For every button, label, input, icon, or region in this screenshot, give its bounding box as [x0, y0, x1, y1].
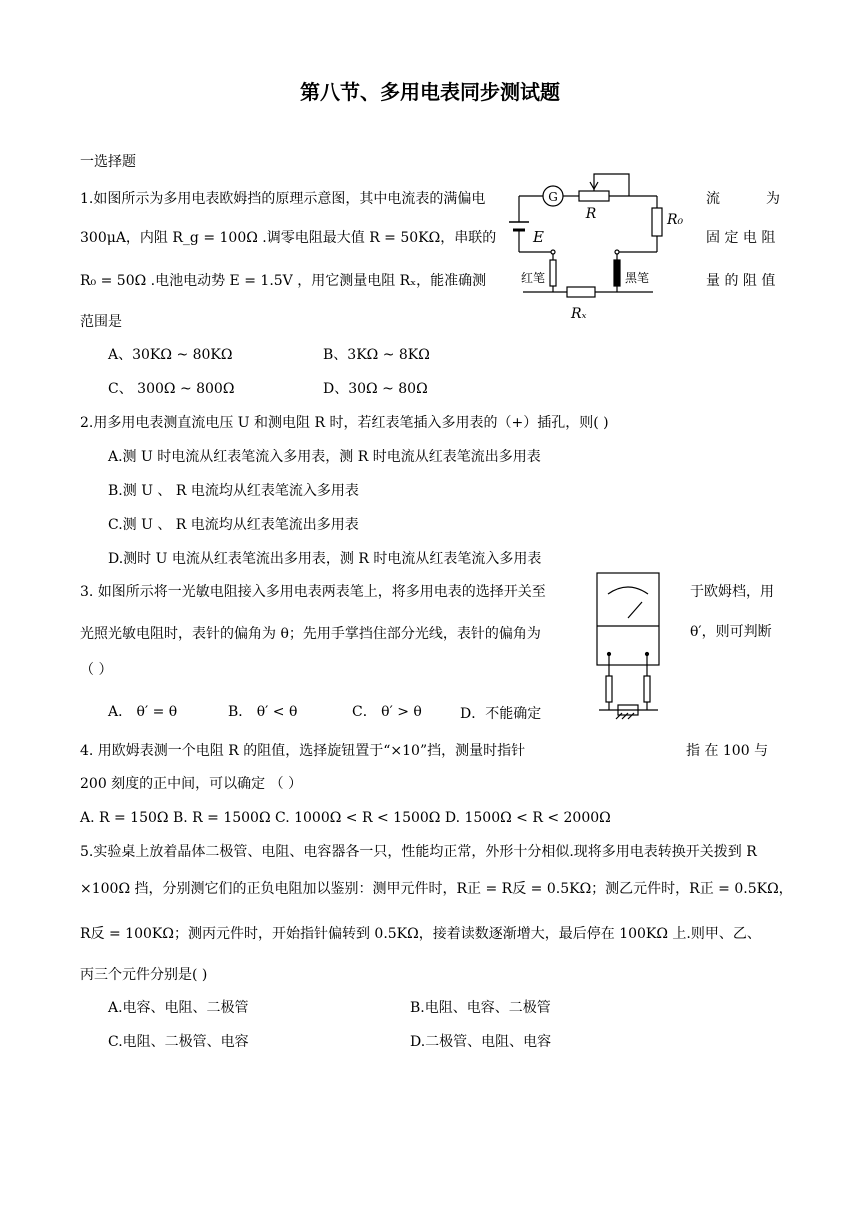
q5-line-4: 丙三个元件分别是( ) [80, 967, 208, 983]
q1-right-2: 固 定 电 阻 [706, 230, 776, 246]
battery-e-label: E [533, 228, 544, 246]
meter-photoresistor-diagram [596, 572, 666, 722]
q5-line-1: 5.实验桌上放着晶体二极管、电阻、电容器各一只，性能均正常，外形十分相似.现将多用电表转换开关拨到 R [80, 844, 757, 860]
q3-right-1: 于欧姆档，用 [690, 584, 774, 600]
resistor-r0-label: R₀ [667, 212, 684, 228]
q3-right-2: θ′，则可判断 [690, 624, 772, 640]
q1-right-1a: 流 [706, 191, 720, 207]
q1-line-1: 1.如图所示为多用电表欧姆挡的原理示意图，其中电流表的满偏电 [80, 191, 486, 207]
q2-option-c: C.测 U 、 R 电流均从红表笔流出多用表 [108, 517, 359, 533]
q3-option-a: A． θ′ = θ [108, 704, 178, 720]
q5-line-2: ×100Ω 挡，分别测它们的正负电阻加以鉴别：测甲元件时，R正 = R反 = 0.5KΩ；测乙元件时，R正 = 0.5KΩ， [80, 881, 793, 897]
q4-line-2: 200 刻度的正中间，可以确定 （ ） [80, 776, 303, 792]
q1-line-4: 范围是 [80, 314, 122, 330]
galvanometer-label: G [548, 190, 558, 204]
q1-option-a: A、30KΩ ~ 80KΩ [108, 347, 233, 363]
q5-option-b: B.电阻、电容、二极管 [410, 1000, 551, 1016]
section-heading: 一选择题 [80, 154, 136, 170]
q3-line-1: 3. 如图所示将一光敏电阻接入多用电表两表笔上，将多用电表的选择开关至 [80, 584, 546, 600]
q3-line-2: 光照光敏电阻时，表针的偏角为 θ；先用手掌挡住部分光线，表针的偏角为 [80, 626, 541, 642]
q3-option-d: D．不能确定 [460, 706, 542, 722]
q3-option-b: B． θ′ < θ [228, 704, 298, 720]
q1-option-d: D、30Ω ~ 80Ω [323, 381, 428, 397]
q1-line-3: R₀ = 50Ω .电池电动势 E = 1.5V ，用它测量电阻 Rₓ，能准确测 [80, 273, 487, 289]
ohmmeter-circuit-diagram [505, 160, 684, 330]
q2-option-a: A.测 U 时电流从红表笔流入多用表，测 R 时电流从红表笔流出多用表 [108, 449, 541, 465]
q2-option-d: D.测时 U 电流从红表笔流出多用表，测 R 时电流从红表笔流入多用表 [108, 551, 542, 567]
q1-right-1b: 为 [766, 191, 780, 207]
q5-option-d: D.二极管、电阻、电容 [410, 1034, 552, 1050]
page-title: 第八节、多用电表同步测试题 [300, 80, 560, 104]
q1-right-3: 量 的 阻 值 [706, 273, 776, 289]
resistor-rx-label: Rₓ [571, 306, 587, 322]
resistor-r-label: R [585, 206, 597, 222]
q5-option-a: A.电容、电阻、二极管 [108, 1000, 249, 1016]
q1-line-2: 300μA，内阻 R_g = 100Ω .调零电阻最大值 R = 50KΩ，串联的 [80, 230, 497, 246]
q2-option-b: B.测 U 、 R 电流均从红表笔流入多用表 [108, 483, 359, 499]
q1-option-c: C、 300Ω ~ 800Ω [108, 381, 235, 397]
q5-line-3: R反 = 100KΩ；测丙元件时，开始指针偏转到 0.5KΩ，接着读数逐渐增大，最后停在 100KΩ 上.则甲、乙、 [80, 926, 761, 942]
q4-right-1: 指 在 100 与 [686, 743, 769, 759]
q2-stem: 2.用多用电表测直流电压 U 和测电阻 R 时，若红表笔插入多用表的（+）插孔，则( ) [80, 415, 609, 431]
q5-option-c: C.电阻、二极管、电容 [108, 1034, 249, 1050]
q1-option-b: B、3KΩ ~ 8KΩ [323, 347, 430, 363]
q3-option-c: C． θ′ > θ [352, 704, 422, 720]
red-probe-label: 红笔 [521, 271, 546, 285]
q4-options: A. R = 150Ω B. R = 1500Ω C. 1000Ω < R < 1500Ω D. 1500Ω < R < 2000Ω [80, 810, 611, 826]
black-probe-label: 黑笔 [625, 271, 650, 285]
q3-line-3: （ ） [80, 662, 113, 678]
q4-line-1: 4. 用欧姆表测一个电阻 R 的阻值，选择旋钮置于“×10”挡，测量时指针 [80, 743, 526, 759]
